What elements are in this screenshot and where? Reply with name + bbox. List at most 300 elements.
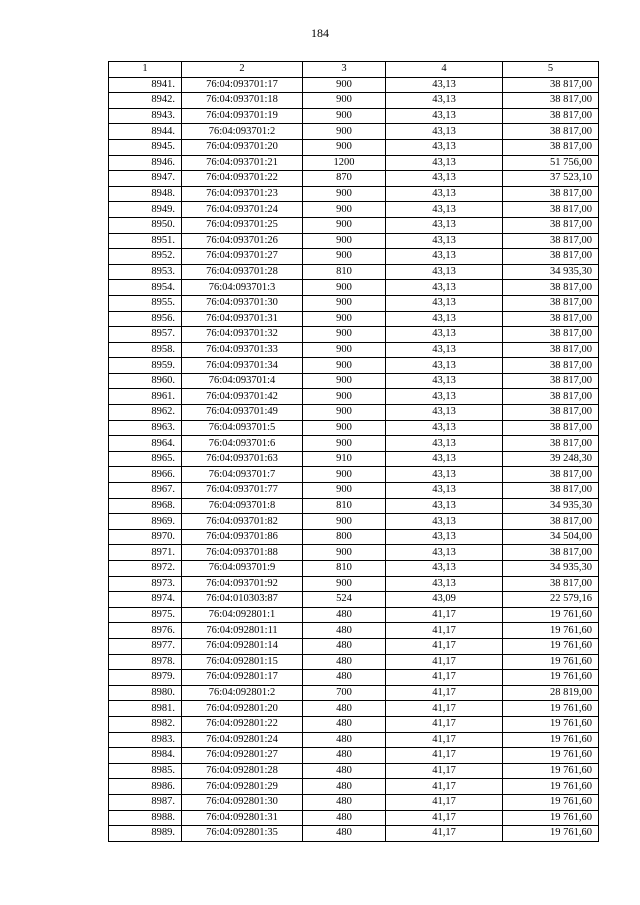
table-row (109, 732, 599, 748)
amount-cell: 38 817,00 (503, 514, 599, 530)
row-number-cell: 8961. (109, 389, 182, 405)
cadastral-number-cell: 76:04:093701:31 (182, 311, 303, 327)
cadastral-number-cell: 76:04:093701:8 (182, 498, 303, 514)
amount-cell: 28 819,00 (503, 685, 599, 701)
cadastral-number-cell: 76:04:093701:92 (182, 576, 303, 592)
table-row (109, 311, 599, 327)
row-number-cell: 8956. (109, 311, 182, 327)
rate-cell: 41,17 (386, 623, 503, 639)
rate-cell: 43,13 (386, 280, 503, 296)
rate-cell: 43,13 (386, 186, 503, 202)
area-cell: 480 (303, 623, 386, 639)
row-number-cell: 8963. (109, 420, 182, 436)
table-row (109, 139, 599, 155)
area-cell: 1200 (303, 155, 386, 171)
cadastral-number-cell: 76:04:010303:87 (182, 592, 303, 608)
area-cell: 900 (303, 327, 386, 343)
cadastral-number-cell: 76:04:093701:24 (182, 202, 303, 218)
row-number-cell: 8968. (109, 498, 182, 514)
amount-cell: 19 761,60 (503, 701, 599, 717)
table-header-row (109, 62, 599, 78)
amount-cell: 19 761,60 (503, 623, 599, 639)
table-row (109, 217, 599, 233)
table-row (109, 124, 599, 140)
area-cell: 900 (303, 342, 386, 358)
area-cell: 900 (303, 108, 386, 124)
area-cell: 800 (303, 529, 386, 545)
row-number-cell: 8988. (109, 810, 182, 826)
row-number-cell: 8954. (109, 280, 182, 296)
row-number-cell: 8982. (109, 716, 182, 732)
row-number-cell: 8972. (109, 561, 182, 577)
area-cell: 480 (303, 654, 386, 670)
amount-cell: 37 523,10 (503, 171, 599, 187)
cadastral-number-cell: 76:04:093701:20 (182, 139, 303, 155)
cadastral-number-cell: 76:04:093701:42 (182, 389, 303, 405)
rate-cell: 41,17 (386, 732, 503, 748)
table-row (109, 623, 599, 639)
amount-cell: 38 817,00 (503, 327, 599, 343)
table-row (109, 420, 599, 436)
cadastral-number-cell: 76:04:093701:22 (182, 171, 303, 187)
cadastral-number-cell: 76:04:092801:24 (182, 732, 303, 748)
amount-cell: 38 817,00 (503, 108, 599, 124)
cadastral-number-cell: 76:04:093701:19 (182, 108, 303, 124)
table-row (109, 280, 599, 296)
rate-cell: 43,09 (386, 592, 503, 608)
amount-cell: 38 817,00 (503, 233, 599, 249)
cadastral-number-cell: 76:04:092801:11 (182, 623, 303, 639)
rate-cell: 43,13 (386, 358, 503, 374)
row-number-cell: 8941. (109, 77, 182, 93)
area-cell: 480 (303, 748, 386, 764)
amount-cell: 19 761,60 (503, 654, 599, 670)
amount-cell: 38 817,00 (503, 249, 599, 265)
amount-cell: 38 817,00 (503, 576, 599, 592)
row-number-cell: 8986. (109, 779, 182, 795)
rate-cell: 43,13 (386, 436, 503, 452)
table-row (109, 763, 599, 779)
data-table (108, 61, 599, 842)
amount-cell: 19 761,60 (503, 810, 599, 826)
rate-cell: 43,13 (386, 342, 503, 358)
row-number-cell: 8973. (109, 576, 182, 592)
table-row (109, 155, 599, 171)
rate-cell: 43,13 (386, 202, 503, 218)
table-row (109, 529, 599, 545)
table-row (109, 638, 599, 654)
amount-cell: 38 817,00 (503, 373, 599, 389)
amount-cell: 39 248,30 (503, 451, 599, 467)
area-cell: 870 (303, 171, 386, 187)
area-cell: 900 (303, 483, 386, 499)
rate-cell: 41,17 (386, 670, 503, 686)
cadastral-number-cell: 76:04:093701:86 (182, 529, 303, 545)
area-cell: 900 (303, 311, 386, 327)
rate-cell: 41,17 (386, 826, 503, 842)
row-number-cell: 8970. (109, 529, 182, 545)
cadastral-number-cell: 76:04:092801:14 (182, 638, 303, 654)
amount-cell: 19 761,60 (503, 670, 599, 686)
amount-cell: 38 817,00 (503, 467, 599, 483)
amount-cell: 38 817,00 (503, 202, 599, 218)
row-number-cell: 8977. (109, 638, 182, 654)
table-row (109, 202, 599, 218)
rate-cell: 43,13 (386, 311, 503, 327)
row-number-cell: 8965. (109, 451, 182, 467)
row-number-cell: 8955. (109, 295, 182, 311)
amount-cell: 34 504,00 (503, 529, 599, 545)
area-cell: 480 (303, 670, 386, 686)
amount-cell: 19 761,60 (503, 716, 599, 732)
table-row (109, 327, 599, 343)
cadastral-number-cell: 76:04:093701:33 (182, 342, 303, 358)
table-row (109, 358, 599, 374)
row-number-cell: 8950. (109, 217, 182, 233)
amount-cell: 38 817,00 (503, 139, 599, 155)
amount-cell: 19 761,60 (503, 607, 599, 623)
area-cell: 900 (303, 389, 386, 405)
area-cell: 480 (303, 638, 386, 654)
area-cell: 480 (303, 794, 386, 810)
area-cell: 900 (303, 77, 386, 93)
row-number-cell: 8978. (109, 654, 182, 670)
rate-cell: 43,13 (386, 171, 503, 187)
cadastral-number-cell: 76:04:093701:5 (182, 420, 303, 436)
table-row (109, 295, 599, 311)
cadastral-number-cell: 76:04:092801:20 (182, 701, 303, 717)
area-cell: 810 (303, 264, 386, 280)
rate-cell: 41,17 (386, 779, 503, 795)
row-number-cell: 8967. (109, 483, 182, 499)
table-row (109, 108, 599, 124)
cadastral-number-cell: 76:04:092801:28 (182, 763, 303, 779)
cadastral-number-cell: 76:04:093701:23 (182, 186, 303, 202)
rate-cell: 43,13 (386, 217, 503, 233)
amount-cell: 38 817,00 (503, 217, 599, 233)
row-number-cell: 8981. (109, 701, 182, 717)
row-number-cell: 8983. (109, 732, 182, 748)
table-row (109, 233, 599, 249)
row-number-cell: 8989. (109, 826, 182, 842)
area-cell: 900 (303, 373, 386, 389)
cadastral-number-cell: 76:04:093701:21 (182, 155, 303, 171)
amount-cell: 38 817,00 (503, 186, 599, 202)
amount-cell: 19 761,60 (503, 779, 599, 795)
cadastral-number-cell: 76:04:092801:31 (182, 810, 303, 826)
amount-cell: 38 817,00 (503, 420, 599, 436)
table-row (109, 779, 599, 795)
area-cell: 810 (303, 561, 386, 577)
cadastral-number-cell: 76:04:092801:17 (182, 670, 303, 686)
amount-cell: 38 817,00 (503, 77, 599, 93)
rate-cell: 41,17 (386, 638, 503, 654)
cadastral-number-cell: 76:04:092801:2 (182, 685, 303, 701)
table-row (109, 405, 599, 421)
amount-cell: 19 761,60 (503, 763, 599, 779)
area-cell: 480 (303, 779, 386, 795)
row-number-cell: 8945. (109, 139, 182, 155)
row-number-cell: 8951. (109, 233, 182, 249)
row-number-cell: 8969. (109, 514, 182, 530)
rate-cell: 43,13 (386, 155, 503, 171)
cadastral-number-cell: 76:04:093701:28 (182, 264, 303, 280)
table-body (109, 77, 599, 841)
table-row (109, 685, 599, 701)
area-cell: 900 (303, 93, 386, 109)
table-row (109, 607, 599, 623)
area-cell: 524 (303, 592, 386, 608)
table-row (109, 467, 599, 483)
amount-cell: 38 817,00 (503, 280, 599, 296)
rate-cell: 43,13 (386, 498, 503, 514)
rate-cell: 43,13 (386, 451, 503, 467)
area-cell: 900 (303, 249, 386, 265)
row-number-cell: 8943. (109, 108, 182, 124)
area-cell: 900 (303, 545, 386, 561)
area-cell: 900 (303, 217, 386, 233)
table-row (109, 249, 599, 265)
cadastral-number-cell: 76:04:093701:18 (182, 93, 303, 109)
amount-cell: 22 579,16 (503, 592, 599, 608)
row-number-cell: 8971. (109, 545, 182, 561)
amount-cell: 19 761,60 (503, 794, 599, 810)
area-cell: 900 (303, 139, 386, 155)
area-cell: 900 (303, 186, 386, 202)
rate-cell: 41,17 (386, 607, 503, 623)
table-row (109, 373, 599, 389)
amount-cell: 34 935,30 (503, 561, 599, 577)
cadastral-number-cell: 76:04:093701:63 (182, 451, 303, 467)
area-cell: 900 (303, 124, 386, 140)
row-number-cell: 8980. (109, 685, 182, 701)
rate-cell: 41,17 (386, 701, 503, 717)
table-row (109, 451, 599, 467)
table-row (109, 264, 599, 280)
amount-cell: 19 761,60 (503, 732, 599, 748)
row-number-cell: 8964. (109, 436, 182, 452)
table-row (109, 77, 599, 93)
cadastral-number-cell: 76:04:093701:34 (182, 358, 303, 374)
cadastral-number-cell: 76:04:093701:7 (182, 467, 303, 483)
row-number-cell: 8979. (109, 670, 182, 686)
rate-cell: 43,13 (386, 327, 503, 343)
amount-cell: 38 817,00 (503, 342, 599, 358)
area-cell: 810 (303, 498, 386, 514)
table-row (109, 171, 599, 187)
area-cell: 480 (303, 763, 386, 779)
table-row (109, 670, 599, 686)
cadastral-number-cell: 76:04:092801:1 (182, 607, 303, 623)
rate-cell: 43,13 (386, 483, 503, 499)
amount-cell: 38 817,00 (503, 545, 599, 561)
rate-cell: 43,13 (386, 373, 503, 389)
area-cell: 900 (303, 280, 386, 296)
rate-cell: 41,17 (386, 763, 503, 779)
column-header-3: 3 (303, 62, 386, 78)
cadastral-number-cell: 76:04:093701:17 (182, 77, 303, 93)
amount-cell: 38 817,00 (503, 295, 599, 311)
rate-cell: 43,13 (386, 249, 503, 265)
rate-cell: 43,13 (386, 576, 503, 592)
row-number-cell: 8984. (109, 748, 182, 764)
amount-cell: 38 817,00 (503, 389, 599, 405)
rate-cell: 43,13 (386, 529, 503, 545)
area-cell: 900 (303, 436, 386, 452)
rate-cell: 43,13 (386, 561, 503, 577)
cadastral-number-cell: 76:04:092801:22 (182, 716, 303, 732)
amount-cell: 38 817,00 (503, 124, 599, 140)
row-number-cell: 8946. (109, 155, 182, 171)
cadastral-number-cell: 76:04:093701:88 (182, 545, 303, 561)
cadastral-number-cell: 76:04:092801:27 (182, 748, 303, 764)
rate-cell: 43,13 (386, 264, 503, 280)
area-cell: 900 (303, 358, 386, 374)
table-row (109, 810, 599, 826)
row-number-cell: 8947. (109, 171, 182, 187)
cadastral-number-cell: 76:04:093701:2 (182, 124, 303, 140)
amount-cell: 38 817,00 (503, 405, 599, 421)
area-cell: 900 (303, 295, 386, 311)
amount-cell: 34 935,30 (503, 498, 599, 514)
table-row (109, 186, 599, 202)
table-row (109, 389, 599, 405)
row-number-cell: 8987. (109, 794, 182, 810)
rate-cell: 43,13 (386, 124, 503, 140)
rate-cell: 43,13 (386, 295, 503, 311)
amount-cell: 38 817,00 (503, 436, 599, 452)
rate-cell: 43,13 (386, 420, 503, 436)
table-row (109, 654, 599, 670)
amount-cell: 19 761,60 (503, 826, 599, 842)
column-header-5: 5 (503, 62, 599, 78)
table-row (109, 592, 599, 608)
table-row (109, 576, 599, 592)
row-number-cell: 8958. (109, 342, 182, 358)
table-row (109, 436, 599, 452)
area-cell: 900 (303, 202, 386, 218)
row-number-cell: 8960. (109, 373, 182, 389)
cadastral-number-cell: 76:04:092801:35 (182, 826, 303, 842)
area-cell: 480 (303, 810, 386, 826)
cadastral-number-cell: 76:04:092801:30 (182, 794, 303, 810)
table-row (109, 545, 599, 561)
rate-cell: 43,13 (386, 77, 503, 93)
rate-cell: 41,17 (386, 685, 503, 701)
area-cell: 480 (303, 607, 386, 623)
rate-cell: 41,17 (386, 716, 503, 732)
row-number-cell: 8953. (109, 264, 182, 280)
row-number-cell: 8974. (109, 592, 182, 608)
area-cell: 900 (303, 467, 386, 483)
amount-cell: 34 935,30 (503, 264, 599, 280)
area-cell: 480 (303, 701, 386, 717)
cadastral-number-cell: 76:04:092801:29 (182, 779, 303, 795)
row-number-cell: 8976. (109, 623, 182, 639)
row-number-cell: 8975. (109, 607, 182, 623)
amount-cell: 38 817,00 (503, 93, 599, 109)
cadastral-number-cell: 76:04:093701:25 (182, 217, 303, 233)
area-cell: 900 (303, 420, 386, 436)
rate-cell: 43,13 (386, 389, 503, 405)
table-row (109, 342, 599, 358)
row-number-cell: 8942. (109, 93, 182, 109)
row-number-cell: 8948. (109, 186, 182, 202)
rate-cell: 41,17 (386, 810, 503, 826)
table-row (109, 514, 599, 530)
amount-cell: 19 761,60 (503, 638, 599, 654)
rate-cell: 43,13 (386, 545, 503, 561)
amount-cell: 38 817,00 (503, 311, 599, 327)
cadastral-number-cell: 76:04:093701:6 (182, 436, 303, 452)
cadastral-number-cell: 76:04:093701:26 (182, 233, 303, 249)
area-cell: 480 (303, 732, 386, 748)
rate-cell: 43,13 (386, 405, 503, 421)
area-cell: 900 (303, 514, 386, 530)
cadastral-number-cell: 76:04:093701:3 (182, 280, 303, 296)
area-cell: 910 (303, 451, 386, 467)
row-number-cell: 8944. (109, 124, 182, 140)
table-row (109, 748, 599, 764)
area-cell: 480 (303, 826, 386, 842)
area-cell: 900 (303, 405, 386, 421)
table-row (109, 93, 599, 109)
amount-cell: 38 817,00 (503, 358, 599, 374)
rate-cell: 43,13 (386, 514, 503, 530)
row-number-cell: 8966. (109, 467, 182, 483)
table-row (109, 483, 599, 499)
column-header-2: 2 (182, 62, 303, 78)
cadastral-number-cell: 76:04:093701:4 (182, 373, 303, 389)
page-number: 184 (311, 26, 329, 40)
cadastral-number-cell: 76:04:093701:82 (182, 514, 303, 530)
rate-cell: 43,13 (386, 93, 503, 109)
table-row (109, 794, 599, 810)
row-number-cell: 8949. (109, 202, 182, 218)
row-number-cell: 8957. (109, 327, 182, 343)
cadastral-number-cell: 76:04:093701:9 (182, 561, 303, 577)
rate-cell: 41,17 (386, 748, 503, 764)
table-row (109, 498, 599, 514)
row-number-cell: 8962. (109, 405, 182, 421)
area-cell: 480 (303, 716, 386, 732)
area-cell: 700 (303, 685, 386, 701)
table-row (109, 701, 599, 717)
cadastral-number-cell: 76:04:093701:30 (182, 295, 303, 311)
rate-cell: 41,17 (386, 654, 503, 670)
rate-cell: 43,13 (386, 233, 503, 249)
row-number-cell: 8952. (109, 249, 182, 265)
cadastral-number-cell: 76:04:093701:49 (182, 405, 303, 421)
rate-cell: 43,13 (386, 139, 503, 155)
amount-cell: 19 761,60 (503, 748, 599, 764)
row-number-cell: 8959. (109, 358, 182, 374)
table-row (109, 826, 599, 842)
cadastral-number-cell: 76:04:093701:27 (182, 249, 303, 265)
column-header-4: 4 (386, 62, 503, 78)
row-number-cell: 8985. (109, 763, 182, 779)
table-row (109, 561, 599, 577)
cadastral-number-cell: 76:04:093701:77 (182, 483, 303, 499)
cadastral-number-cell: 76:04:093701:32 (182, 327, 303, 343)
rate-cell: 43,13 (386, 467, 503, 483)
rate-cell: 41,17 (386, 794, 503, 810)
column-header-1: 1 (109, 62, 182, 78)
area-cell: 900 (303, 233, 386, 249)
cadastral-number-cell: 76:04:092801:15 (182, 654, 303, 670)
amount-cell: 38 817,00 (503, 483, 599, 499)
table-row (109, 716, 599, 732)
